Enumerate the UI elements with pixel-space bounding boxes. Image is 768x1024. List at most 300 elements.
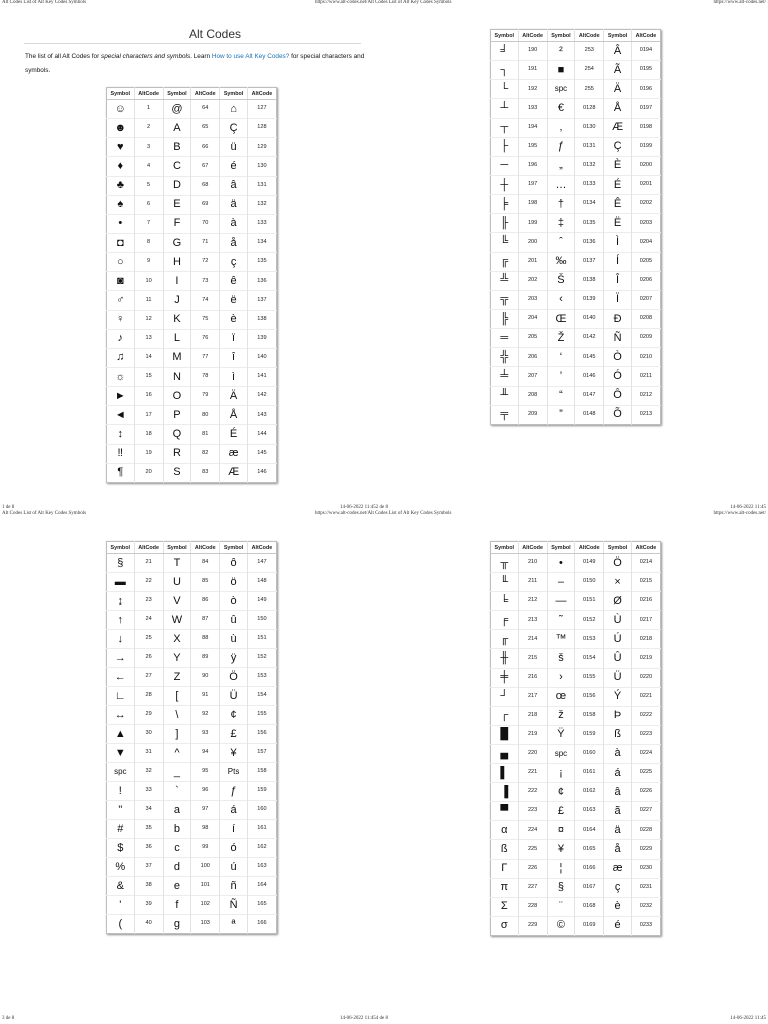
alt-code-cell: 210 <box>518 554 547 573</box>
table-row <box>107 915 277 934</box>
alt-code-cell: 0226 <box>631 783 660 802</box>
symbol-cell: ç <box>604 878 632 897</box>
alt-code-cell: 22 <box>134 573 163 592</box>
symbol-cell: A <box>163 119 191 138</box>
table-row <box>491 916 661 935</box>
symbol-cell: N <box>163 367 191 386</box>
symbol-cell: ‡ <box>547 214 575 233</box>
alt-code-cell: 25 <box>134 630 163 649</box>
alt-code-cell: 16 <box>134 387 163 406</box>
table-row <box>107 233 277 252</box>
print-header-site: https://www.alt-codes.net/ <box>713 0 766 5</box>
column-header: Symbol <box>491 542 519 554</box>
table-row <box>491 195 661 214</box>
symbol-cell: % <box>107 858 135 877</box>
symbol-cell: È <box>604 156 632 175</box>
symbol-cell: C <box>163 157 191 176</box>
table-row <box>107 348 277 367</box>
symbol-cell: ô <box>220 554 248 573</box>
table-row <box>491 668 661 687</box>
print-footer-page: 3 de 8 <box>2 1016 15 1021</box>
column-header: Symbol <box>107 88 135 100</box>
print-header-url: https://www.alt-codes.net/Alt Codes List of Alt Key Codes Symbols <box>315 0 452 5</box>
symbol-cell: ’ <box>547 367 575 386</box>
symbol-cell: £ <box>547 802 575 821</box>
alt-code-cell: 205 <box>518 329 547 348</box>
symbol-cell: █ <box>491 725 519 744</box>
column-header: AltCode <box>247 542 276 554</box>
symbol-cell: ∟ <box>107 687 135 706</box>
alt-code-cell: 18 <box>134 425 163 444</box>
symbol-cell: ñ <box>220 877 248 896</box>
table-row <box>107 406 277 425</box>
alt-code-cell: 0195 <box>631 61 660 80</box>
alt-code-cell: 0206 <box>631 271 660 290</box>
alt-code-cell: 138 <box>247 310 276 329</box>
alt-code-cell: 150 <box>247 611 276 630</box>
intro-text-part: . Learn <box>190 53 212 60</box>
symbol-cell: ¨ <box>547 897 575 916</box>
symbol-cell: é <box>220 157 248 176</box>
symbol-cell: ↕ <box>107 425 135 444</box>
alt-code-cell: 81 <box>191 425 220 444</box>
alt-code-cell: 143 <box>247 406 276 425</box>
print-footer-page: 1 de 8 <box>2 505 15 510</box>
table-row <box>107 329 277 348</box>
symbol-cell: ` <box>163 782 191 801</box>
alt-code-cell: 0203 <box>631 214 660 233</box>
table-row <box>107 253 277 272</box>
alt-code-cell: 198 <box>518 195 547 214</box>
symbol-cell: ç <box>220 253 248 272</box>
alt-code-cell: 206 <box>518 348 547 367</box>
symbol-cell: à <box>604 744 632 763</box>
alt-code-cell: 215 <box>518 649 547 668</box>
alt-code-cell: 0213 <box>631 405 660 424</box>
column-header: Symbol <box>491 30 519 42</box>
symbol-cell: ╩ <box>491 271 519 290</box>
symbol-cell: V <box>163 592 191 611</box>
alt-code-cell: 40 <box>134 915 163 934</box>
alt-code-cell: 82 <box>191 444 220 463</box>
alt-code-cell: 8 <box>134 233 163 252</box>
alt-code-cell: 37 <box>134 858 163 877</box>
alt-code-cell: 0221 <box>631 687 660 706</box>
alt-code-cell: 158 <box>247 763 276 782</box>
alt-code-cell: 26 <box>134 649 163 668</box>
alt-code-cell: 86 <box>191 592 220 611</box>
symbol-cell: – <box>547 573 575 592</box>
table-row <box>491 61 661 80</box>
table-row <box>491 821 661 840</box>
symbol-cell: × <box>604 573 632 592</box>
symbol-cell: a <box>163 801 191 820</box>
alt-code-cell: 142 <box>247 387 276 406</box>
alt-code-cell: 69 <box>191 195 220 214</box>
alt-code-cell: 0151 <box>575 592 604 611</box>
alt-code-cell: 0230 <box>631 859 660 878</box>
symbol-cell: ¡ <box>547 764 575 783</box>
symbol-cell: → <box>107 649 135 668</box>
alt-code-cell: 0152 <box>575 611 604 630</box>
table-row <box>107 820 277 839</box>
alt-code-cell: 0140 <box>575 309 604 328</box>
symbol-cell: ‰ <box>547 252 575 271</box>
symbol-cell: ú <box>220 858 248 877</box>
table-row <box>107 877 277 896</box>
symbol-cell: ▌ <box>491 764 519 783</box>
table-row <box>491 118 661 137</box>
symbol-cell: ← <box>107 668 135 687</box>
table-row <box>107 138 277 157</box>
print-header-url: https://www.alt-codes.net/Alt Codes List of Alt Key Codes Symbols <box>315 511 452 516</box>
symbol-cell: æ <box>220 444 248 463</box>
column-header: AltCode <box>518 30 547 42</box>
symbol-cell: b <box>163 820 191 839</box>
alt-code-cell: 72 <box>191 253 220 272</box>
symbol-cell: σ <box>491 916 519 935</box>
table-row <box>491 405 661 424</box>
table-row <box>491 649 661 668</box>
alt-codes-table <box>106 87 277 483</box>
alt-code-cell: 0153 <box>575 630 604 649</box>
alt-code-cell: 130 <box>247 157 276 176</box>
alt-code-cell: 132 <box>247 195 276 214</box>
alt-code-cell: 157 <box>247 744 276 763</box>
alt-code-cell: 93 <box>191 725 220 744</box>
alt-code-cell: 94 <box>191 744 220 763</box>
alt-code-cell: 35 <box>134 820 163 839</box>
table-row <box>491 309 661 328</box>
column-header: Symbol <box>604 542 632 554</box>
symbol-cell: ▼ <box>107 744 135 763</box>
alt-code-cell: 128 <box>247 119 276 138</box>
alt-code-cell: 0145 <box>575 348 604 367</box>
symbol-cell: ò <box>220 592 248 611</box>
alt-code-cell: 0162 <box>575 783 604 802</box>
alt-code-cell: 223 <box>518 802 547 821</box>
symbol-cell: å <box>220 233 248 252</box>
alt-code-cell: 0205 <box>631 252 660 271</box>
column-header: AltCode <box>575 542 604 554</box>
symbol-cell: K <box>163 310 191 329</box>
symbol-cell: ¶ <box>107 463 135 482</box>
symbol-cell: J <box>163 291 191 310</box>
table-row <box>491 592 661 611</box>
alt-code-cell: 209 <box>518 405 547 424</box>
symbol-cell: ƒ <box>547 137 575 156</box>
alt-code-cell: 0212 <box>631 386 660 405</box>
symbol-cell: ╫ <box>491 649 519 668</box>
symbol-cell: è <box>604 897 632 916</box>
alt-code-cell: 228 <box>518 897 547 916</box>
symbol-cell: Þ <box>604 706 632 725</box>
symbol-cell: ☼ <box>107 367 135 386</box>
print-footer-timestamp: 14-06-2022 11:452 de 8 <box>340 505 389 510</box>
alt-code-cell: 0220 <box>631 668 660 687</box>
alt-code-cell: 0163 <box>575 802 604 821</box>
alt-code-cell: 0130 <box>575 118 604 137</box>
alt-code-cell: 29 <box>134 706 163 725</box>
page-title-bar <box>24 24 361 44</box>
alt-code-cell: 0214 <box>631 554 660 573</box>
symbol-cell: ] <box>163 725 191 744</box>
symbol-cell: › <box>547 668 575 687</box>
symbol-cell: ¢ <box>220 706 248 725</box>
alt-code-cell: 0139 <box>575 290 604 309</box>
symbol-cell: ▄ <box>491 744 519 763</box>
alt-code-cell: 10 <box>134 272 163 291</box>
symbol-cell: Â <box>604 42 632 61</box>
symbol-cell: Q <box>163 425 191 444</box>
alt-code-cell: 4 <box>134 157 163 176</box>
symbol-cell: Ÿ <box>547 725 575 744</box>
alt-code-cell: 216 <box>518 668 547 687</box>
symbol-cell: ¤ <box>547 821 575 840</box>
symbol-cell: ╤ <box>491 405 519 424</box>
table-row <box>491 42 661 61</box>
alt-code-cell: 133 <box>247 214 276 233</box>
alt-code-cell: 0148 <box>575 405 604 424</box>
table-row <box>107 157 277 176</box>
table-row <box>491 897 661 916</box>
symbol-cell: ╔ <box>491 252 519 271</box>
symbol-cell: U <box>163 573 191 592</box>
table-header-row <box>107 88 277 100</box>
alt-code-cell: 0166 <box>575 859 604 878</box>
alt-code-cell: 163 <box>247 858 276 877</box>
alt-code-cell: 148 <box>247 573 276 592</box>
symbol-cell: û <box>220 611 248 630</box>
alt-code-cell: 0232 <box>631 897 660 916</box>
symbol-cell: I <box>163 272 191 291</box>
table-row <box>107 801 277 820</box>
symbol-cell: g <box>163 915 191 934</box>
alt-code-cell: 7 <box>134 214 163 233</box>
alt-code-cell: 30 <box>134 725 163 744</box>
alt-code-cell: 17 <box>134 406 163 425</box>
column-header: Symbol <box>547 30 575 42</box>
alt-code-cell: 0196 <box>631 80 660 99</box>
symbol-cell: Ü <box>604 668 632 687</box>
table-row <box>107 367 277 386</box>
print-footer-timestamp-right: 14-06-2022 11:45 <box>730 1016 766 1021</box>
alt-code-cell: 99 <box>191 839 220 858</box>
alt-code-cell: 153 <box>247 668 276 687</box>
table-row <box>491 99 661 118</box>
alt-code-cell: 159 <box>247 782 276 801</box>
symbol-cell: ª <box>220 915 248 934</box>
symbol-cell: spc <box>107 763 135 782</box>
alt-code-cell: 0134 <box>575 195 604 214</box>
alt-code-cell: 164 <box>247 877 276 896</box>
symbol-cell: é <box>604 916 632 935</box>
symbol-cell: á <box>604 764 632 783</box>
symbol-cell: Š <box>547 271 575 290</box>
symbol-cell: ┌ <box>491 706 519 725</box>
symbol-cell: Ñ <box>220 896 248 915</box>
symbol-cell: ì <box>220 367 248 386</box>
alt-code-cell: 0216 <box>631 592 660 611</box>
alt-code-cell: 68 <box>191 176 220 195</box>
symbol-cell: Ê <box>604 195 632 214</box>
symbol-cell: ■ <box>547 61 575 80</box>
symbol-cell: ▬ <box>107 573 135 592</box>
alt-code-cell: 194 <box>518 118 547 137</box>
symbol-cell: G <box>163 233 191 252</box>
table-row <box>107 592 277 611</box>
table-row <box>107 858 277 877</box>
symbol-cell: ‘ <box>547 348 575 367</box>
symbol-cell: ╦ <box>491 290 519 309</box>
alt-code-cell: 100 <box>191 858 220 877</box>
symbol-cell: Ð <box>604 309 632 328</box>
alt-code-cell: 90 <box>191 668 220 687</box>
symbol-cell: ▲ <box>107 725 135 744</box>
how-to-use-alt-codes-link[interactable]: How to use Alt Key Codes? <box>211 53 290 60</box>
alt-code-cell: 0128 <box>575 99 604 118</box>
table-row <box>491 80 661 99</box>
symbol-cell: ♀ <box>107 310 135 329</box>
column-header: AltCode <box>191 88 220 100</box>
table-row <box>107 310 277 329</box>
alt-code-cell: 211 <box>518 573 547 592</box>
alt-code-cell: 0137 <box>575 252 604 271</box>
symbol-cell: æ <box>604 859 632 878</box>
symbol-cell: ˜ <box>547 611 575 630</box>
symbol-cell: α <box>491 821 519 840</box>
table-row <box>107 668 277 687</box>
symbol-cell: ã <box>604 802 632 821</box>
alt-code-cell: 31 <box>134 744 163 763</box>
alt-code-cell: 146 <box>247 463 276 482</box>
symbol-cell: Ø <box>604 592 632 611</box>
alt-code-cell: 0136 <box>575 233 604 252</box>
alt-code-cell: 73 <box>191 272 220 291</box>
print-footer-timestamp-right: 14-06-2022 11:45 <box>730 505 766 510</box>
column-header: Symbol <box>547 542 575 554</box>
alt-code-cell: 0209 <box>631 329 660 348</box>
symbol-cell: ╬ <box>491 348 519 367</box>
alt-code-cell: 160 <box>247 801 276 820</box>
column-header: AltCode <box>247 88 276 100</box>
alt-code-cell: 0147 <box>575 386 604 405</box>
table-row <box>491 554 661 573</box>
symbol-cell: ╛ <box>491 42 519 61</box>
symbol-cell: Ô <box>604 386 632 405</box>
table-row <box>491 214 661 233</box>
alt-code-cell: 212 <box>518 592 547 611</box>
symbol-cell: Ó <box>604 367 632 386</box>
table-row <box>107 387 277 406</box>
symbol-cell: ” <box>547 405 575 424</box>
alt-code-cell: 0159 <box>575 725 604 744</box>
symbol-cell: F <box>163 214 191 233</box>
alt-code-cell: 225 <box>518 840 547 859</box>
alt-code-cell: 0138 <box>575 271 604 290</box>
table-row <box>491 859 661 878</box>
alt-code-cell: 161 <box>247 820 276 839</box>
symbol-cell: E <box>163 195 191 214</box>
table-row <box>107 272 277 291</box>
alt-code-cell: 102 <box>191 896 220 915</box>
symbol-cell: Ã <box>604 61 632 80</box>
alt-code-cell: 23 <box>134 592 163 611</box>
alt-codes-table <box>490 29 661 425</box>
alt-code-cell: 64 <box>191 100 220 119</box>
alt-code-cell: 217 <box>518 687 547 706</box>
symbol-cell: Z <box>163 668 191 687</box>
symbol-cell: ö <box>220 573 248 592</box>
symbol-cell: @ <box>163 100 191 119</box>
symbol-cell: spc <box>547 80 575 99</box>
column-header: Symbol <box>220 542 248 554</box>
alt-code-cell: 140 <box>247 348 276 367</box>
symbol-cell: Î <box>604 271 632 290</box>
alt-code-cell: 0215 <box>631 573 660 592</box>
alt-code-cell: 135 <box>247 253 276 272</box>
alt-code-cell: 91 <box>191 687 220 706</box>
alt-code-cell: 147 <box>247 554 276 573</box>
alt-code-cell: 12 <box>134 310 163 329</box>
alt-code-cell: 0204 <box>631 233 660 252</box>
symbol-cell: ╥ <box>491 554 519 573</box>
symbol-cell: ¢ <box>547 783 575 802</box>
symbol-cell: ○ <box>107 253 135 272</box>
alt-code-cell: 131 <box>247 176 276 195</box>
symbol-cell: Ž <box>547 329 575 348</box>
alt-code-cell: 84 <box>191 554 220 573</box>
alt-code-cell: 9 <box>134 253 163 272</box>
alt-code-cell: 191 <box>518 61 547 80</box>
column-header: AltCode <box>631 542 660 554</box>
alt-code-cell: 204 <box>518 309 547 328</box>
symbol-cell: ß <box>491 840 519 859</box>
table-row <box>107 839 277 858</box>
symbol-cell: œ <box>547 687 575 706</box>
alt-code-cell: 0146 <box>575 367 604 386</box>
symbol-cell: ├ <box>491 137 519 156</box>
print-header-title: Alt Codes List of Alt Key Codes Symbols <box>2 0 87 5</box>
symbol-cell: © <box>547 916 575 935</box>
table-row <box>107 763 277 782</box>
symbol-cell: X <box>163 630 191 649</box>
table-row <box>107 744 277 763</box>
alt-code-cell: 0168 <box>575 897 604 916</box>
alt-code-cell: 0135 <box>575 214 604 233</box>
table-row <box>491 725 661 744</box>
alt-code-cell: 87 <box>191 611 220 630</box>
symbol-cell: ╙ <box>491 573 519 592</box>
symbol-cell: Ü <box>220 687 248 706</box>
symbol-cell: Í <box>604 252 632 271</box>
alt-code-cell: 14 <box>134 348 163 367</box>
alt-code-cell: 27 <box>134 668 163 687</box>
symbol-cell: D <box>163 176 191 195</box>
column-header: AltCode <box>518 542 547 554</box>
intro-text <box>25 50 370 78</box>
alt-code-cell: 5 <box>134 176 163 195</box>
symbol-cell: ♥ <box>107 138 135 157</box>
alt-code-cell: 0167 <box>575 878 604 897</box>
alt-code-cell: 65 <box>191 119 220 138</box>
alt-code-cell: 71 <box>191 233 220 252</box>
symbol-cell: š <box>547 649 575 668</box>
table-header-row <box>107 542 277 554</box>
alt-code-cell: 0223 <box>631 725 660 744</box>
alt-code-cell: 0161 <box>575 764 604 783</box>
symbol-cell: d <box>163 858 191 877</box>
